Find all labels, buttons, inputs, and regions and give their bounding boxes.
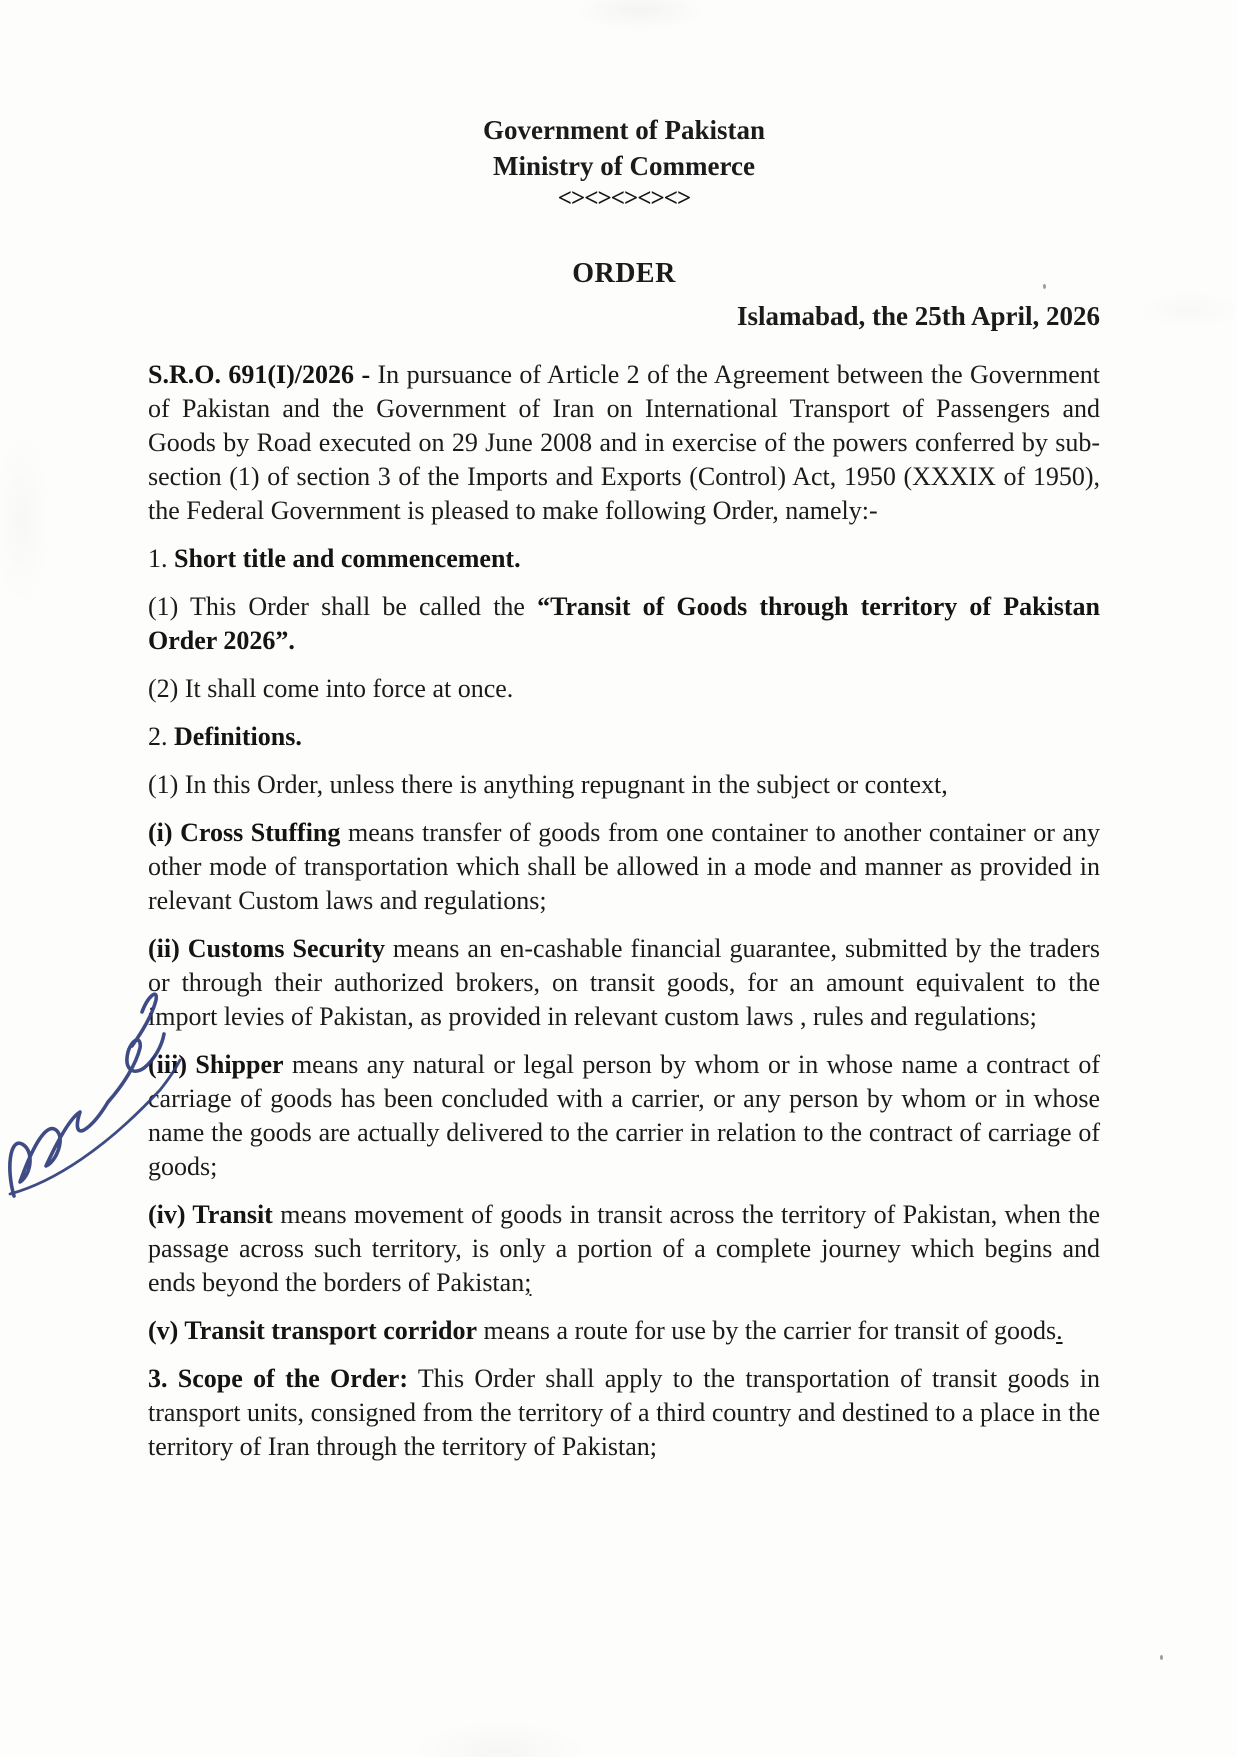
diamond-divider: <><><><><> <box>557 185 691 212</box>
scan-speck <box>1043 284 1046 289</box>
section-1-number: 1. <box>148 544 174 573</box>
definition-ii <box>148 932 1100 1034</box>
definition-ii-text: means an en-cashable financial guarantee, submitted by the traders or through their authorized brokers, on transit goods, for an amount equivalent to the import levies of Pakistan, as provided in relevant custom laws , rules and regulations; <box>148 934 1100 1031</box>
order-short-title: “Transit of Goods through territory of Pakistan Order 2026”. <box>148 592 1101 655</box>
definition-v-underlined-punctuation: . <box>1056 1316 1063 1345</box>
definition-iii-term: (iii) Shipper <box>148 1050 284 1079</box>
document-header <box>148 112 1100 334</box>
clause-1-1-text: (1) This Order shall be called the <box>148 592 538 621</box>
definition-iv-text: means movement of goods in transit across the territory of Pakistan, when the passage across such territory, is only a portion of a complete journey which begins and ends beyond the borders of Pakistan <box>148 1200 1101 1297</box>
section-2-number: 2. <box>148 722 174 751</box>
definition-iii-text: means any natural or legal person by whom or in whose name a contract of carriage of goods has been concluded with a carrier, or any person by whom or in whose name the goods are actually delivered to the carrier in relation to the contract of carriage of goods; <box>148 1050 1100 1181</box>
definition-v-text: means a route for use by the carrier for transit of goods <box>477 1316 1057 1345</box>
clause-1-1 <box>148 590 1100 658</box>
section-1-heading <box>148 542 1100 576</box>
definition-iv-underlined-punctuation: ; <box>524 1268 532 1297</box>
clause-2-1-text: (1) In this Order, unless there is anything repugnant in the subject or context, <box>148 770 948 799</box>
definition-v-term: (v) Transit transport corridor <box>148 1316 478 1345</box>
order-body <box>148 358 1100 1464</box>
section-2-heading <box>148 720 1100 754</box>
clause-2-1 <box>148 768 1100 802</box>
scan-speck <box>1160 1655 1163 1660</box>
ministry-name: Ministry of Commerce <box>493 151 755 181</box>
definition-ii-term: (ii) Customs Security <box>148 934 385 963</box>
paragraph-sro <box>148 358 1100 528</box>
definition-iv <box>148 1198 1100 1300</box>
section-3-heading: 3. Scope of the Order: <box>148 1364 408 1393</box>
government-name: Government of Pakistan <box>483 115 765 145</box>
clause-1-2 <box>148 672 1100 706</box>
definition-iii <box>148 1048 1100 1184</box>
sro-number: S.R.O. 691(I)/2026 - <box>148 360 371 389</box>
definition-iv-term: (iv) Transit <box>148 1200 273 1229</box>
section-1-title: Short title and commencement. <box>174 544 521 573</box>
section-3-text: This Order shall apply to the transportation of transit goods in transport units, consigned from the territory of a third country and destined to a place in the territory of Iran through the territory of Pakistan; <box>148 1364 1100 1461</box>
section-3-paragraph <box>148 1362 1100 1464</box>
definition-i-text: means transfer of goods from one container to another container or any other mode of transportation which shall be allowed in a mode and manner as provided in relevant Custom laws and regulations; <box>148 818 1100 915</box>
definition-i <box>148 816 1100 918</box>
section-2-title: Definitions. <box>174 722 302 751</box>
definition-v <box>148 1314 1100 1348</box>
clause-1-2-text: (2) It shall come into force at once. <box>148 674 514 703</box>
document-title: ORDER <box>572 258 676 289</box>
sro-text: In pursuance of Article 2 of the Agreement between the Government of Pakistan and the Government of Iran on International Transport of Passengers and Goods by Road executed on 29 June 2008 and in exercise of the powers conferred by sub-section (1) of section 3 of the Imports and Exports (Control) Act, 1950 (XXXIX of 1950), the Federal Government is pleased to make following Order, namely:- <box>148 360 1100 525</box>
definition-i-term: (i) Cross Stuffing <box>148 818 341 847</box>
dateline: Islamabad, the 25th April, 2026 <box>736 301 1100 331</box>
